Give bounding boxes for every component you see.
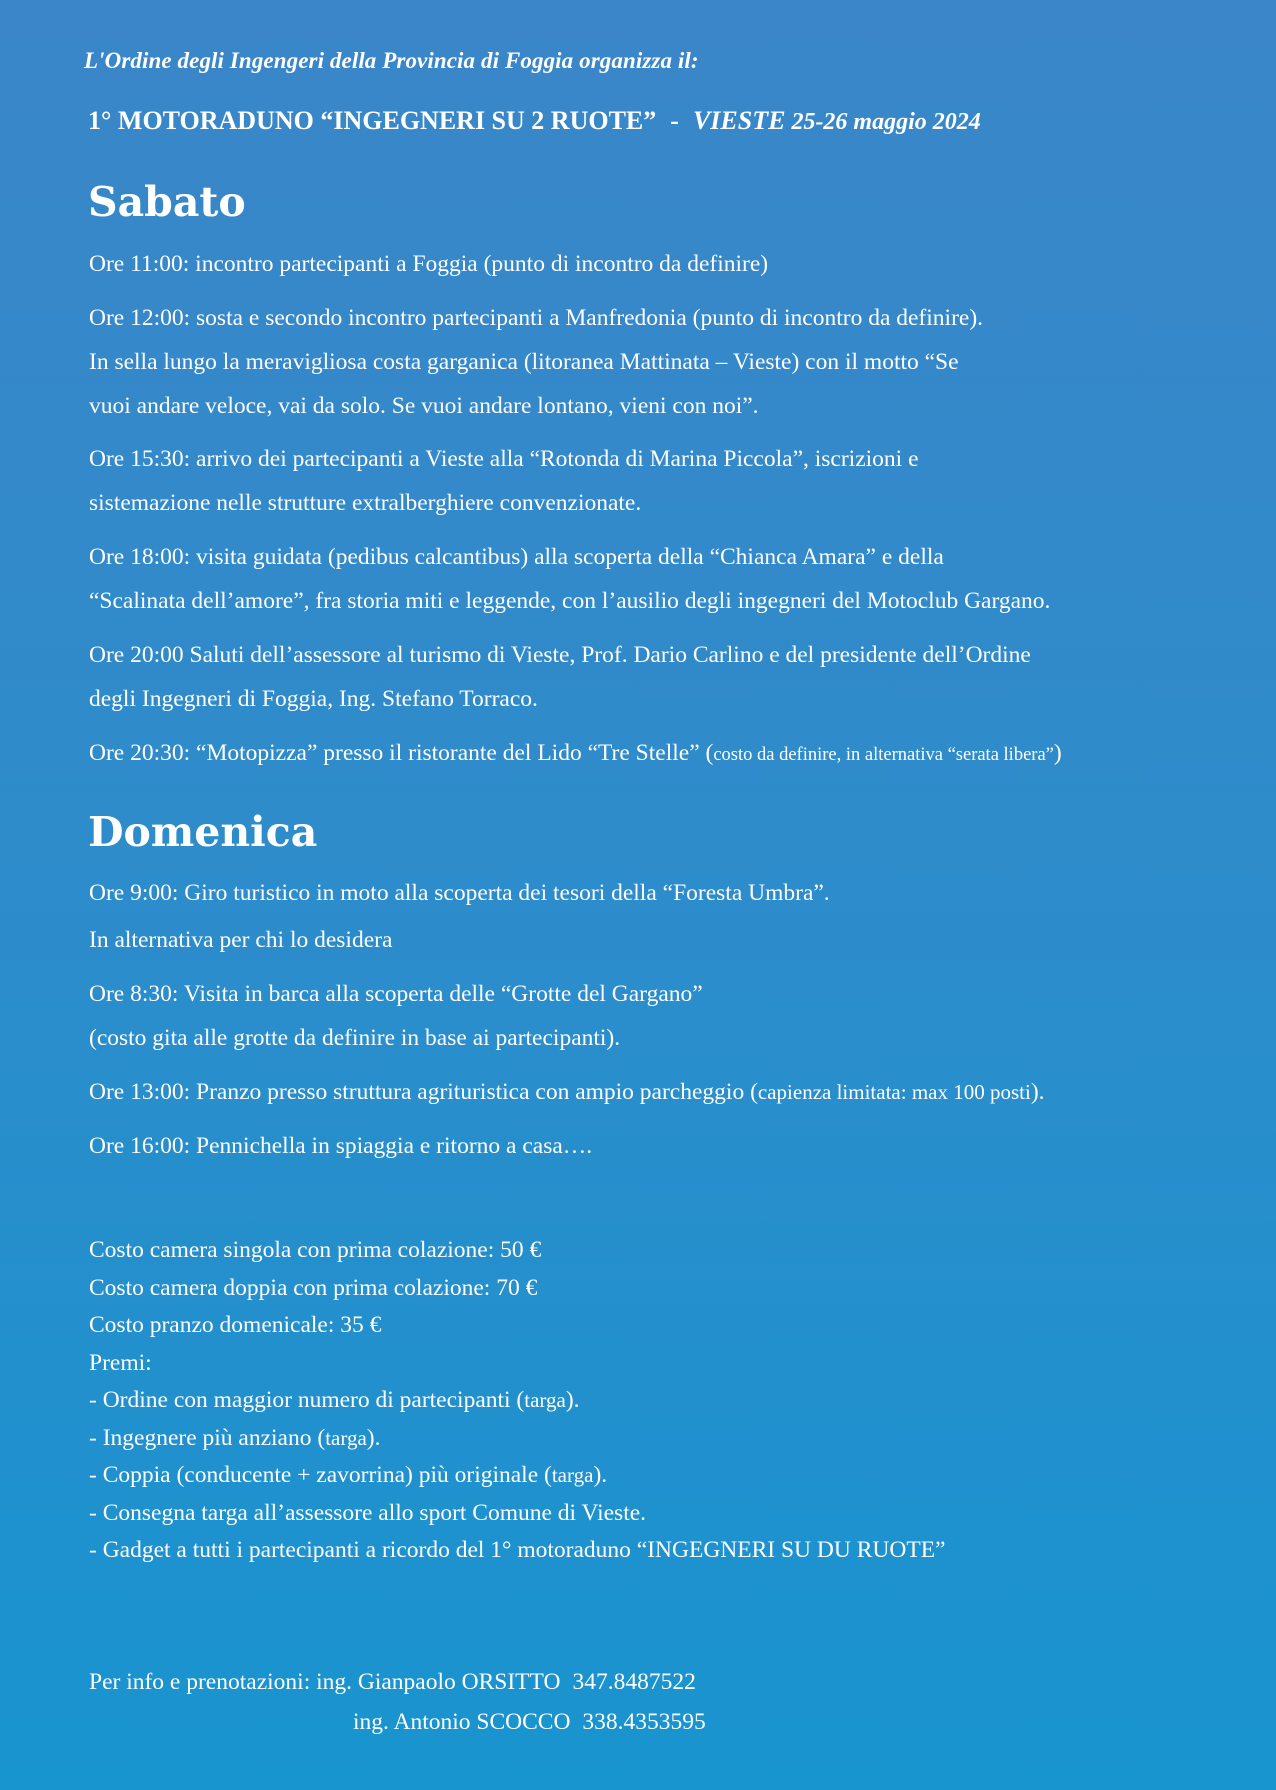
- sunday-alternative: [89, 918, 392, 962]
- schedule-line: (costo gita alle grotte da definire in base ai partecipanti).: [89, 1025, 621, 1051]
- cost-sunday-lunch: Costo pranzo domenicale: 35 €: [89, 1312, 382, 1338]
- prize-item: - Gadget a tutti i partecipanti a ricordo del 1° motoraduno “INGEGNERI SU DU RUOTE”: [89, 1537, 946, 1563]
- schedule-line: Ore 20:00 Saluti dell’assessore al turismo di Vieste, Prof. Dario Carlino e del presidente dell’Ordine: [89, 642, 1031, 668]
- schedule-note: costo da definire, in alternativa “serata libera”: [713, 745, 1054, 765]
- saturday-item-3: [89, 437, 919, 525]
- organizer-line: L'Ordine degli Ingengeri della Provincia di Foggia organizza il:: [84, 48, 699, 73]
- sunday-item-3: [89, 1070, 1045, 1114]
- saturday-item-4: [89, 535, 1050, 623]
- contact-block: [89, 1662, 706, 1742]
- schedule-line: Ore 11:00: incontro partecipanti a Foggia (punto di incontro da definire): [89, 251, 769, 277]
- contact-line-2: [89, 1702, 706, 1742]
- saturday-item-6: [89, 731, 1062, 777]
- schedule-line: “Scalinata dell’amore”, fra storia miti e leggende, con l’ausilio degli ingegneri del Motoclub Gargano.: [89, 588, 1051, 614]
- sunday-item-4: [89, 1124, 592, 1168]
- saturday-item-1: [89, 242, 768, 286]
- schedule-line: In alternativa per chi lo desidera: [89, 927, 393, 953]
- schedule-line: Ore 8:30: Visita in barca alla scoperta delle “Grotte del Gargano”: [89, 981, 703, 1007]
- schedule-line: Ore 12:00: sosta e secondo incontro partecipanti a Manfredonia (punto di incontro da definire).: [89, 305, 984, 331]
- prize-item: - Coppia (conducente + zavorrina) più originale (targa).: [89, 1462, 608, 1488]
- sunday-item-1: [89, 871, 830, 915]
- cost-single-room: Costo camera singola con prima colazione: 50 €: [89, 1237, 542, 1263]
- schedule-note: capienza limitata: max 100 posti: [757, 1080, 1031, 1104]
- event-dates: 25-26 maggio 2024: [791, 109, 981, 135]
- title-separator: -: [670, 106, 679, 135]
- cost-double-room: Costo camera doppia con prima colazione: 70 €: [89, 1274, 538, 1301]
- saturday-item-2: [89, 296, 983, 428]
- contact-name-2: ing. Antonio SCOCCO: [353, 1709, 571, 1735]
- schedule-line-close: ).: [1030, 1079, 1045, 1105]
- schedule-line: In sella lungo la meravigliosa costa garganica (litoranea Mattinata – Vieste) con il motto “Se: [89, 349, 959, 375]
- saturday-item-5: [89, 633, 1031, 721]
- prize-item: - Ingegnere più anziano (targa).: [89, 1424, 381, 1451]
- prize-item: - Consegna targa all’assessore allo sport Comune di Vieste.: [89, 1499, 647, 1526]
- schedule-line: Ore 15:30: arrivo dei partecipanti a Vieste alla “Rotonda di Marina Piccola”, iscrizioni e: [89, 446, 919, 472]
- schedule-line: Ore 18:00: visita guidata (pedibus calcantibus) alla scoperta della “Chianca Amara” e della: [89, 544, 944, 570]
- costs-and-prizes: [89, 1232, 945, 1570]
- event-title-line: [88, 106, 981, 136]
- contact-phone-2: 338.4353595: [582, 1709, 706, 1735]
- contact-line-1: [89, 1662, 706, 1702]
- sunday-item-2: [89, 972, 703, 1060]
- schedule-line: sistemazione nelle strutture extralberghiere convenzionate.: [89, 490, 642, 516]
- prize-item: - Ordine con maggior numero di partecipanti (targa).: [89, 1387, 580, 1413]
- contact-label: Per info e prenotazioni: ing. Gianpaolo ORSITTO: [89, 1669, 561, 1695]
- prizes-label: Premi:: [89, 1349, 152, 1376]
- schedule-line: Ore 9:00: Giro turistico in moto alla scoperta dei tesori della “Foresta Umbra”.: [89, 880, 830, 906]
- schedule-line-close: ): [1053, 740, 1062, 766]
- saturday-heading: Sabato: [88, 178, 246, 226]
- schedule-line: degli Ingegneri di Foggia, Ing. Stefano Torraco.: [89, 686, 538, 712]
- contact-phone-1: 347.8487522: [572, 1669, 696, 1695]
- event-place: VIESTE: [692, 106, 786, 135]
- sunday-heading: Domenica: [88, 808, 318, 856]
- schedule-line: Ore 13:00: Pranzo presso struttura agrituristica con ampio parcheggio (: [89, 1079, 758, 1105]
- event-title: 1° MOTORADUNO “INGEGNERI SU 2 RUOTE”: [88, 106, 657, 135]
- schedule-line: Ore 20:30: “Motopizza” presso il ristorante del Lido “Tre Stelle” (: [89, 740, 714, 766]
- schedule-line: Ore 16:00: Pennichella in spiaggia e ritorno a casa….: [89, 1133, 593, 1159]
- schedule-line: vuoi andare veloce, vai da solo. Se vuoi andare lontano, vieni con noi”.: [89, 393, 759, 419]
